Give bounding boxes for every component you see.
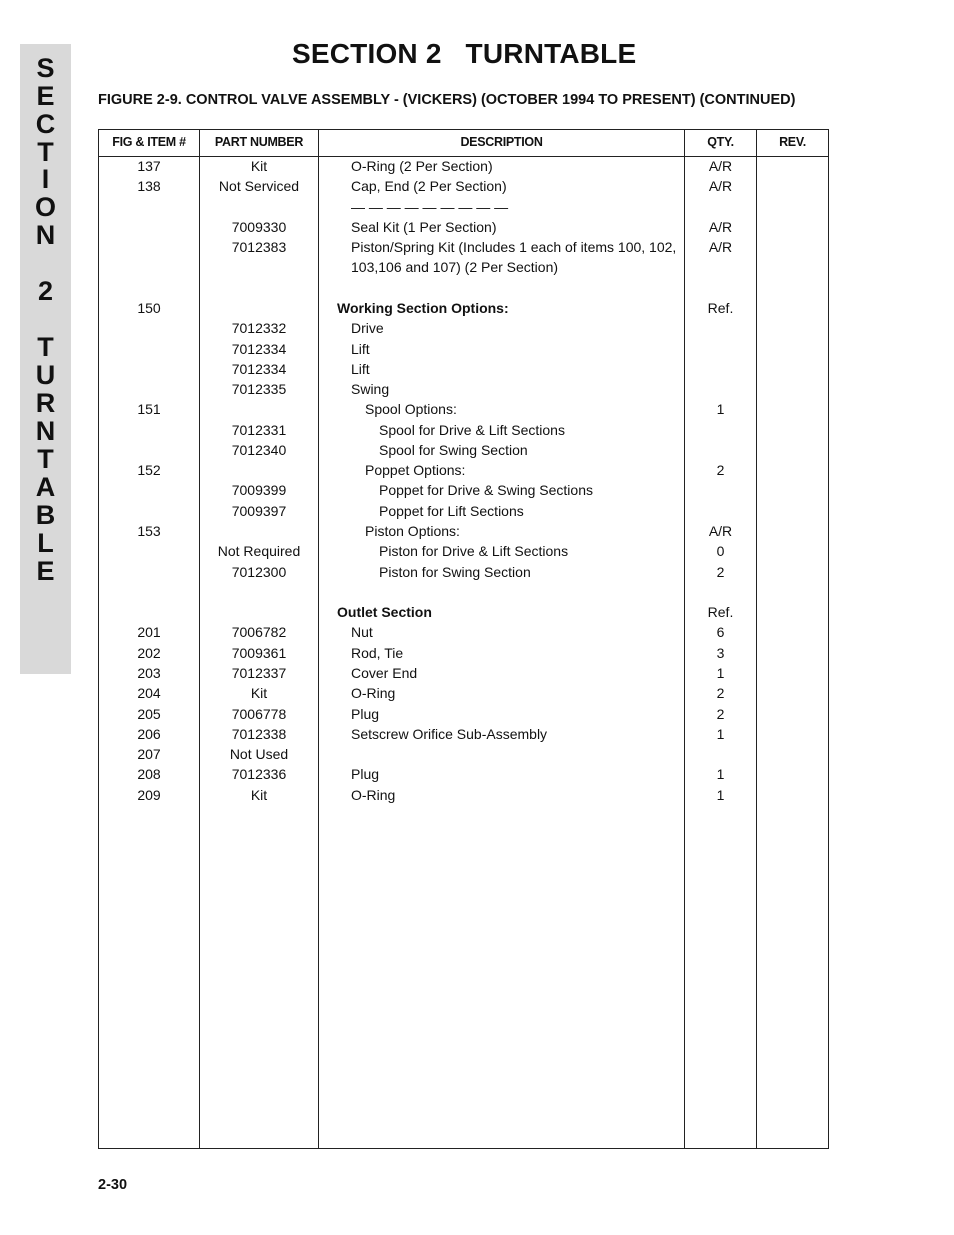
- table-row: [99, 339, 828, 359]
- cell-description: Spool Options:: [365, 401, 457, 418]
- cell-description: Lift: [351, 360, 370, 377]
- parts-table: [98, 129, 829, 1149]
- table-row: [99, 501, 828, 521]
- side-tab-letter: R: [35, 388, 56, 418]
- cell-quantity: Ref.: [707, 604, 734, 621]
- cell-item-number: 138: [137, 178, 161, 195]
- cell-description: Lift: [351, 340, 370, 357]
- cell-quantity: A/R: [708, 218, 733, 235]
- cell-quantity: 0: [716, 543, 725, 560]
- cell-quantity: A/R: [708, 523, 733, 540]
- cell-item-number: 203: [137, 665, 161, 681]
- cell-item-number: 150: [137, 299, 161, 316]
- cell-part-number: 7012300: [231, 563, 287, 580]
- column-header-description: DESCRIPTION: [460, 135, 543, 149]
- table-row: [99, 744, 828, 764]
- cell-description: Piston/Spring Kit (Includes 1 each of items 100, 102,: [351, 239, 677, 256]
- cell-quantity: 2: [716, 462, 725, 479]
- side-tab-letter: T: [37, 444, 54, 474]
- table-row: [99, 176, 828, 196]
- cell-part-number: 7012340: [231, 441, 287, 458]
- cell-quantity: A/R: [708, 158, 733, 174]
- cell-part-number: Kit: [250, 158, 268, 174]
- cell-description: Spool for Swing Section: [379, 441, 528, 458]
- cell-part-number: 7009330: [231, 218, 287, 235]
- table-row: [99, 359, 828, 379]
- cell-item-number: 201: [137, 624, 161, 641]
- column-header-qty: QTY.: [707, 135, 734, 149]
- cell-quantity: A/R: [708, 239, 733, 256]
- cell-quantity: A/R: [708, 178, 733, 195]
- cell-description: — — — — — — — — —: [351, 198, 509, 215]
- cell-part-number: 7012334: [231, 340, 287, 357]
- side-tab-letter: L: [37, 528, 54, 558]
- cell-description: 103,106 and 107) (2 Per Section): [351, 259, 559, 276]
- side-tab-letter: I: [41, 164, 50, 194]
- cell-part-number: 7012332: [231, 320, 287, 337]
- table-row: [99, 156, 828, 176]
- side-tab-letter: S: [36, 53, 55, 83]
- cell-item-number: 153: [137, 523, 161, 540]
- table-row: [99, 704, 828, 724]
- cell-description: Plug: [351, 705, 380, 722]
- cell-quantity: Ref.: [707, 299, 734, 316]
- page-number: 2-30: [98, 1177, 128, 1193]
- column-header-rev: REV.: [779, 135, 806, 149]
- table-row: [99, 562, 828, 582]
- table-row: [99, 480, 828, 500]
- side-tab-letter: T: [37, 137, 54, 167]
- cell-item-number: 205: [137, 705, 161, 722]
- table-row: [99, 257, 828, 277]
- cell-quantity: 2: [716, 705, 725, 722]
- cell-part-number: Not Serviced: [218, 178, 300, 195]
- side-tab-letter: O: [34, 192, 56, 222]
- cell-description: Seal Kit (1 Per Section): [351, 218, 497, 235]
- side-tab-letter: 2: [37, 276, 54, 306]
- side-tab-letter: T: [37, 332, 54, 362]
- side-tab-letter: E: [36, 81, 55, 111]
- table-row: [99, 764, 828, 784]
- column-header-part-number: PART NUMBER: [214, 135, 304, 149]
- cell-description: Drive: [351, 320, 384, 337]
- table-row: [99, 420, 828, 440]
- cell-part-number: 7012335: [231, 381, 287, 398]
- cell-part-number: Kit: [250, 685, 268, 702]
- side-tab-letter: C: [35, 109, 56, 139]
- cell-part-number: 7009361: [231, 644, 287, 661]
- cell-quantity: 1: [716, 786, 725, 803]
- table-row: [99, 217, 828, 237]
- side-tab-letter: N: [35, 220, 56, 250]
- cell-item-number: 152: [137, 462, 161, 479]
- cell-description: Poppet for Lift Sections: [379, 502, 524, 519]
- table-row: [99, 521, 828, 541]
- table-row: [99, 785, 828, 805]
- table-row: [99, 622, 828, 642]
- cell-item-number: 151: [137, 401, 161, 418]
- side-tab-letter: U: [35, 360, 56, 390]
- table-row: [99, 318, 828, 338]
- cell-description: Piston for Drive & Lift Sections: [379, 543, 569, 560]
- figure-title: FIGURE 2-9. CONTROL VALVE ASSEMBLY - (VICKERS) (OCTOBER 1994 TO PRESENT) (CONTINUED): [98, 92, 796, 108]
- cell-description: Swing: [351, 381, 390, 398]
- cell-description: Poppet for Drive & Swing Sections: [379, 482, 593, 499]
- cell-description: O-Ring: [351, 786, 396, 803]
- cell-part-number: 7012334: [231, 360, 287, 377]
- cell-quantity: 1: [716, 401, 725, 418]
- side-tab-letter: E: [36, 556, 55, 586]
- table-row: [99, 683, 828, 703]
- cell-description: Setscrew Orifice Sub-Assembly: [351, 725, 548, 742]
- cell-description: Piston for Swing Section: [379, 563, 531, 580]
- cell-quantity: 6: [716, 624, 725, 641]
- cell-item-number: 202: [137, 644, 161, 661]
- cell-description: Working Section Options:: [337, 299, 509, 316]
- cell-description: Spool for Drive & Lift Sections: [379, 421, 565, 438]
- column-header-item: FIG & ITEM #: [112, 135, 186, 149]
- table-row: [99, 278, 828, 298]
- cell-part-number: 7009397: [231, 502, 287, 519]
- cell-item-number: 204: [137, 685, 161, 702]
- cell-part-number: 7009399: [231, 482, 287, 499]
- table-row: [99, 643, 828, 663]
- cell-quantity: 3: [716, 644, 725, 661]
- page-title: SECTION 2 TURNTABLE: [292, 38, 637, 69]
- cell-part-number: 7012331: [231, 421, 287, 438]
- cell-part-number: Not Required: [217, 543, 301, 560]
- table-row: [99, 582, 828, 602]
- table-row: [99, 460, 828, 480]
- cell-description: Rod, Tie: [351, 644, 404, 661]
- cell-quantity: 1: [716, 766, 725, 783]
- cell-description: Outlet Section: [337, 604, 432, 621]
- cell-item-number: 206: [137, 725, 161, 742]
- cell-description: Piston Options:: [365, 523, 460, 540]
- cell-item-number: 207: [137, 746, 161, 763]
- cell-part-number: 7006782: [231, 624, 287, 641]
- cell-part-number: 7012337: [231, 665, 287, 681]
- cell-description: Cover End: [351, 665, 418, 681]
- table-row: [99, 440, 828, 460]
- table-row: [99, 298, 828, 318]
- cell-part-number: Kit: [250, 786, 268, 803]
- cell-description: O-Ring: [351, 685, 396, 702]
- cell-quantity: 2: [716, 563, 725, 580]
- cell-item-number: 209: [137, 786, 161, 803]
- cell-description: Cap, End (2 Per Section): [351, 178, 507, 195]
- table-row: [99, 541, 828, 561]
- cell-part-number: 7012338: [231, 725, 287, 742]
- side-tab-letter: N: [35, 416, 56, 446]
- section-side-tab: [20, 44, 71, 674]
- table-row: [99, 197, 828, 217]
- cell-quantity: 2: [716, 685, 725, 702]
- table-row: [99, 379, 828, 399]
- cell-part-number: Not Used: [229, 746, 289, 763]
- cell-description: Plug: [351, 766, 380, 783]
- cell-description: Nut: [351, 624, 373, 641]
- cell-part-number: 7012383: [231, 239, 287, 256]
- table-row: [99, 724, 828, 744]
- side-tab-letter: A: [35, 472, 56, 502]
- cell-quantity: 1: [716, 665, 725, 681]
- cell-part-number: 7012336: [231, 766, 287, 783]
- table-row: [99, 663, 828, 683]
- cell-item-number: 208: [137, 766, 161, 783]
- table-row: [99, 602, 828, 622]
- cell-item-number: 137: [137, 158, 161, 174]
- cell-part-number: 7006778: [231, 705, 287, 722]
- table-row: [99, 399, 828, 419]
- side-tab-letter: B: [35, 500, 56, 530]
- table-row: [99, 237, 828, 257]
- cell-description: O-Ring (2 Per Section): [351, 158, 493, 174]
- cell-quantity: 1: [716, 725, 725, 742]
- cell-description: Poppet Options:: [365, 462, 466, 479]
